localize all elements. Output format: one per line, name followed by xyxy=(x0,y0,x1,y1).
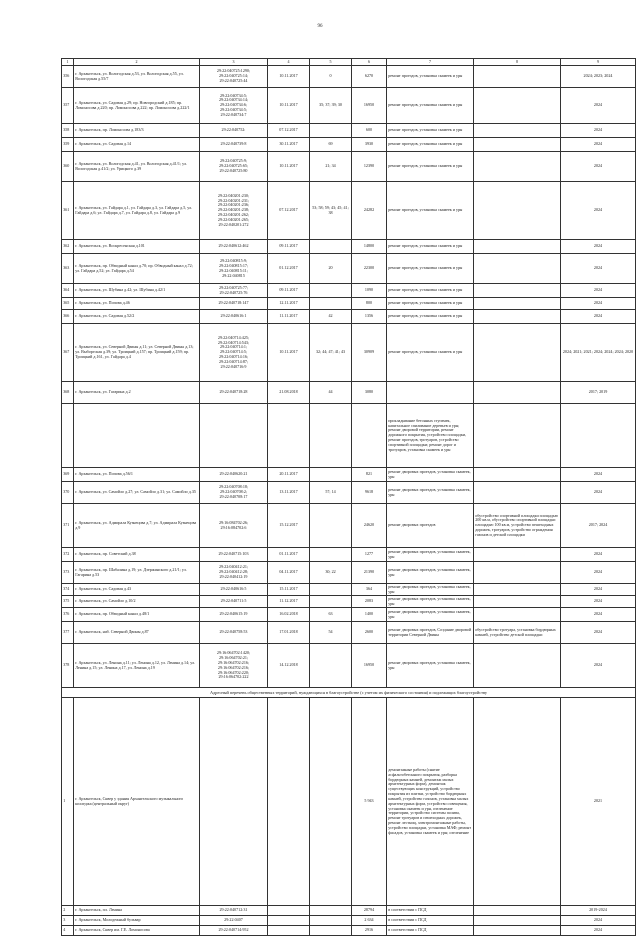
cell-year: 2024 xyxy=(561,622,636,644)
cell-address: г. Архангельск, ул. Гагарина д.2 xyxy=(74,382,200,404)
cell-works: ремонт проездов, установка скамеек и урн xyxy=(387,124,474,138)
cell-year: 2017; 2019 xyxy=(561,382,636,404)
table-row xyxy=(62,138,636,152)
cell-row-number: 372 xyxy=(62,548,74,562)
cell-year: 2024 xyxy=(561,138,636,152)
cell-row-number: 368 xyxy=(62,382,74,404)
cell-year: 2017; 2024 xyxy=(561,504,636,548)
table-row xyxy=(62,906,636,916)
cell-date: 13.11.2017 xyxy=(268,482,310,504)
cell-col5 xyxy=(310,926,352,936)
cell-area: 800 xyxy=(352,298,387,310)
cell-additional-works xyxy=(474,324,561,382)
cell-year: 2024 xyxy=(561,608,636,622)
table-row xyxy=(62,124,636,138)
cell-additional-works: обустройство тротуара, установка бордюрных камней, устройство детской площадки xyxy=(474,622,561,644)
cell-cadastral-number: 29:22:040615:19 xyxy=(200,608,268,622)
table-row xyxy=(62,382,636,404)
cell-col5 xyxy=(310,596,352,608)
cell-works: ремонт дворовых проездов, Создание дворовой территории Северной Двины xyxy=(387,622,474,644)
cell-row-number: 370 xyxy=(62,482,74,504)
cell-cadastral-number: 29:22:040714:952 xyxy=(200,926,268,936)
cell-additional-works xyxy=(474,584,561,596)
cell-date xyxy=(268,916,310,926)
cell-area: 5 943 xyxy=(352,698,387,906)
section-title: Адресный перечень общественных территорий, нуждающихся в благоустройстве (с учетом их физического состояния) и подлежащих благоустройству xyxy=(62,688,636,698)
cell-address: г. Архангельск, ул. Адмирала Кузнецова д.7; ул. Адмирала Кузнецова д.9 xyxy=(74,504,200,548)
cell-address: г. Архангельск, Сквер им. Г.Е. Ломоносова xyxy=(74,926,200,936)
cell-year: 2024 xyxy=(561,926,636,936)
cell-address: г. Архангельск, ул. Гайдара д.1, ул. Гайдара д.3, ул. Гайдара д.5, ул. Гайдара д.6; ул. Гайдара д.7, ул. Гайдара д.8, ул. Гайдара д.9 xyxy=(74,182,200,240)
cell-area: 600 xyxy=(352,124,387,138)
cell-col5: 44 xyxy=(310,382,352,404)
cell-additional-works xyxy=(474,644,561,688)
cell-year: 2024 xyxy=(561,152,636,182)
cell-year: 2024; 2021; 2021; 2024; 2024; 2024; 2020 xyxy=(561,324,636,382)
cell-address: г. Архангельск, Сквер у здания Архангельского музыкального колледжа (центральный округ) xyxy=(74,698,200,906)
cell-works: в соответствии с ПСД xyxy=(387,916,474,926)
cell-works: в соответствии с ПСД xyxy=(387,906,474,916)
cell-works: ремонт проездов, установка скамеек и урн xyxy=(387,152,474,182)
cell-year: 2024 xyxy=(561,468,636,482)
cell-additional-works xyxy=(474,404,561,468)
cell-additional-works xyxy=(474,906,561,916)
cell-cadastral-number: 29:22:040725:9; 29:22:040725:65; 29:22:040725:80 xyxy=(200,152,268,182)
cell-row-number: 357 xyxy=(62,88,74,124)
cell-date xyxy=(268,926,310,936)
table-row xyxy=(62,596,636,608)
cell-year: 2024 xyxy=(561,584,636,596)
cell-date: 10.11.2017 xyxy=(268,66,310,88)
cell-date: 11.12.2017 xyxy=(268,596,310,608)
cell-address: г. Архангельск, пл. Ленина xyxy=(74,906,200,916)
cell-date: 07.12.2017 xyxy=(268,182,310,240)
cell-address: г. Архангельск, ул. Воскресенская д.101 xyxy=(74,240,200,254)
cell-col5 xyxy=(310,698,352,906)
cell-col5: 57; 14 xyxy=(310,482,352,504)
cell-additional-works xyxy=(474,298,561,310)
cell-col5 xyxy=(310,124,352,138)
table-row xyxy=(62,644,636,688)
cell-works: ремонт проездов, установка скамеек и урн xyxy=(387,254,474,284)
column-header: 6 xyxy=(352,59,387,66)
cell-additional-works xyxy=(474,482,561,504)
cell-works: ремонт дворовых проездов, установка скамеек, урн xyxy=(387,468,474,482)
cell-date: 04.11.2017 xyxy=(268,562,310,584)
cell-additional-works xyxy=(474,310,561,324)
cell-row-number: 362 xyxy=(62,240,74,254)
cell-cadastral-number: 29:22:040201:230; 29:22:040201:231; 29:22:040201:236; 29:22:040201:238; 29:22:040201:262; 29:22:040201:265; 29:22:040201:272 xyxy=(200,182,268,240)
cell-address: г. Архангельск, Молодежный бульвар xyxy=(74,916,200,926)
cell-works: ремонт дворовых проездов, установка скамеек, урн xyxy=(387,584,474,596)
address-register-table xyxy=(61,58,636,936)
cell-col5: 21; 34 xyxy=(310,152,352,182)
cell-col5 xyxy=(310,468,352,482)
cell-additional-works xyxy=(474,66,561,88)
table-header-row xyxy=(62,59,636,66)
cell-year: 2024; 2023; 2024 xyxy=(561,66,636,88)
cell-date: 11.11.2017 xyxy=(268,310,310,324)
cell-row-number: 358 xyxy=(62,124,74,138)
cell-cadastral-number: 29:22:040412:21; 29:22:040412:28; 29:22:040412:19 xyxy=(200,562,268,584)
cell-address: г. Архангельск, ул. Самойло д.27; ул. Самойло д.31; ул. Самойло д.35 xyxy=(74,482,200,504)
cell-area: 30909 xyxy=(352,324,387,382)
cell-date: 09.11.2017 xyxy=(268,240,310,254)
cell-additional-works xyxy=(474,182,561,240)
cell-row-number: 375 xyxy=(62,596,74,608)
cell-address: г. Архангельск, ул. Садовая д.52/2 xyxy=(74,310,200,324)
cell-additional-works xyxy=(474,240,561,254)
cell-date: 15.11.2017 xyxy=(268,584,310,596)
cell-cadastral-number: 29:22:040708:18; 29:22:040708:2; 29:22:040708:17 xyxy=(200,482,268,504)
cell-additional-works xyxy=(474,596,561,608)
cell-address: г. Архангельск, пр. Ломоносова д.183/3 xyxy=(74,124,200,138)
cell-area: 3930 xyxy=(352,138,387,152)
cell-address: г. Архангельск, ул. Вологодская д.41, ул. Вологодская д.41/1; ул. Вологодская д.41/2; ул. Урицкого д.39 xyxy=(74,152,200,182)
cell-col5: 32; 44; 47; 41; 43 xyxy=(310,324,352,382)
cell-cadastral-number: 29:22:040718:147 xyxy=(200,298,268,310)
cell-cadastral-number: 29:22:040714:425; 29:22:040714:543; 29:22:040714:1; 29:22:040714:5; 29:22:040714:16; 29:22:040714:87; 29:22:040716:9 xyxy=(200,324,268,382)
cell-works: ремонт дворовых проездов, установка скамеек, урн xyxy=(387,548,474,562)
cell-cadastral-number: 29:22:040715:103 xyxy=(200,548,268,562)
cell-address: г. Архангельск, ул. Попова д.46 xyxy=(74,298,200,310)
cell-cadastral-number: 29:22:040725:1290; 29:22:040725:14; 29:22:040725:44 xyxy=(200,66,268,88)
cell-area: 9618 xyxy=(352,482,387,504)
cell-col5 xyxy=(310,644,352,688)
empty-cell xyxy=(200,404,268,468)
cell-col5: 54 xyxy=(310,622,352,644)
cell-date: 09.11.2017 xyxy=(268,284,310,298)
table-row xyxy=(62,152,636,182)
cell-additional-works xyxy=(474,124,561,138)
cell-year: 2024 xyxy=(561,596,636,608)
cell-works: ремонт проездов, установка скамеек и урн xyxy=(387,284,474,298)
cell-row-number: 356 xyxy=(62,66,74,88)
cell-address: г. Архангельск, ул. Шубина д.42; ул. Шубина д.42/1 xyxy=(74,284,200,298)
cell-date: 10.11.2017 xyxy=(268,152,310,182)
table-row xyxy=(62,562,636,584)
column-header: 7 xyxy=(387,59,474,66)
column-header: 3 xyxy=(200,59,268,66)
table-row xyxy=(62,254,636,284)
empty-cell xyxy=(268,404,310,468)
cell-col5: 30; 22 xyxy=(310,562,352,584)
cell-row-number: 378 xyxy=(62,644,74,688)
cell-additional-works xyxy=(474,698,561,906)
cell-row-number: 2 xyxy=(62,906,74,916)
cell-area: 2083 xyxy=(352,596,387,608)
table-row xyxy=(62,240,636,254)
cell-year: 2024 xyxy=(561,482,636,504)
column-header: 5 xyxy=(310,59,352,66)
cell-area: 16950 xyxy=(352,644,387,688)
cell-row-number: 371 xyxy=(62,504,74,548)
cell-col5 xyxy=(310,240,352,254)
cell-area: 6270 xyxy=(352,66,387,88)
cell-cadastral-number: 29:22:040718:28 xyxy=(200,382,268,404)
cell-col5: 53; 58; 59; 43; 45; 41; 38 xyxy=(310,182,352,240)
cell-address: г. Архангельск, ул. Садовая д.43 xyxy=(74,584,200,596)
table-row xyxy=(62,622,636,644)
cell-cadastral-number: 29:22:040612:462 xyxy=(200,240,268,254)
cell-date: 01.12.2017 xyxy=(268,254,310,284)
cell-row-number: 360 xyxy=(62,152,74,182)
table-row-continuation xyxy=(62,404,636,468)
cell-address: г. Архангельск, пр. Обводный канал д.70; пр. Обводный канал д.72; ул. Гайдара д.52; ул. Гайдара д.54 xyxy=(74,254,200,284)
cell-date: 30.11.2017 xyxy=(268,138,310,152)
cell-works: ремонт дворовых проездов, установка скамеек, урн xyxy=(387,562,474,584)
cell-row-number: 369 xyxy=(62,468,74,482)
cell-cadastral-number: 29:22:040712:31 xyxy=(200,906,268,916)
cell-additional-works xyxy=(474,284,561,298)
cell-additional-works xyxy=(474,916,561,926)
cell-address: г. Архангельск, ул. Северной Двины д.11; ул. Северной Двины д.13; ул. Выборгская д.39; ул. Троицкий д.157; пр. Троицкий д.159; пр. Троицкий д.161, ул. Гайдара д.4 xyxy=(74,324,200,382)
cell-date: 01.11.2017 xyxy=(268,548,310,562)
cell-area: 22300 xyxy=(352,254,387,284)
cell-works: ремонт дворовых проездов, установка скамеек, урн xyxy=(387,482,474,504)
cell-additional-works xyxy=(474,608,561,622)
table-row xyxy=(62,548,636,562)
cell-date: 20.11.2017 xyxy=(268,468,310,482)
cell-year xyxy=(561,404,636,468)
cell-area: 2916 xyxy=(352,926,387,936)
cell-year: 2024 xyxy=(561,298,636,310)
cell-row-number: 1 xyxy=(62,698,74,906)
cell-area: 1277 xyxy=(352,548,387,562)
cell-cadastral-number: 29:22:040616:5 xyxy=(200,584,268,596)
cell-row-number: 374 xyxy=(62,584,74,596)
cell-row-number: 359 xyxy=(62,138,74,152)
column-header: 1 xyxy=(62,59,74,66)
cell-area: 12390 xyxy=(352,152,387,182)
table-row xyxy=(62,468,636,482)
cell-works: ремонт проездов, установка скамеек и урн xyxy=(387,66,474,88)
cell-row-number: 365 xyxy=(62,298,74,310)
cell-area: 28794 xyxy=(352,906,387,916)
cell-additional-works xyxy=(474,152,561,182)
cell-area: 1400 xyxy=(352,608,387,622)
cell-cadastral-number: 29:22:040815:9; 29:22:040815:17; 29:22:040815:11; 29:22:040815 xyxy=(200,254,268,284)
cell-cadastral-number: 29:22:040616:1 xyxy=(200,310,268,324)
cell-area: 14800 xyxy=(352,240,387,254)
cell-address: г. Архангельск, пр. Шабалина д.19; ул. Дзержинского д.21/1; ул. Гагарина д.53 xyxy=(74,562,200,584)
cell-address: г. Архангельск, пр. Советский д.38 xyxy=(74,548,200,562)
cell-col5: 69 xyxy=(310,138,352,152)
cell-cadastral-number: 29:22:0407 xyxy=(200,916,268,926)
cell-year: 2024 xyxy=(561,254,636,284)
cell-date: 16.02.2018 xyxy=(268,608,310,622)
cell-year: 2024 xyxy=(561,644,636,688)
cell-address: г. Архангельск, наб. Северной Двины д.87 xyxy=(74,622,200,644)
cell-works xyxy=(387,382,474,404)
table-row xyxy=(62,66,636,88)
table-row xyxy=(62,298,636,310)
cell-date: 17.01.2018 xyxy=(268,622,310,644)
cell-col5: 42 xyxy=(310,310,352,324)
cell-additional-works xyxy=(474,468,561,482)
cell-area: 24620 xyxy=(352,504,387,548)
cell-additional-works xyxy=(474,138,561,152)
cell-cadastral-number: 29:16:084702:26; 29:16:084702:6 xyxy=(200,504,268,548)
cell-col5 xyxy=(310,906,352,916)
cell-cadastral-number: 29:16:064702:1420; 29:16:064702:21; 29:16:064702:216; 29:16:064702:216; 29:16:064702:220; 29:16:064702:222 xyxy=(200,644,268,688)
cell-cadastral-number: 29:22:040725:77; 29:22:040725:76 xyxy=(200,284,268,298)
cell-cadastral-number: 29:22:040711:5 xyxy=(200,596,268,608)
cell-row-number: 363 xyxy=(62,254,74,284)
cell-address: г. Архангельск, ул. Садовая д.29; пр. Новгородский д.185; пр. Ломоносова д.220; пр. Ломоносова д.222; пр. Ломоносова д.222/1 xyxy=(74,88,200,124)
cell-year: 2024 xyxy=(561,562,636,584)
cell-works: ремонт проездов, установка скамеек и урн xyxy=(387,182,474,240)
cell-address: г. Архангельск, ул. Попова д.56/1 xyxy=(74,468,200,482)
cell-row-number: 364 xyxy=(62,284,74,298)
cell-col5: 35; 37; 39; 30 xyxy=(310,88,352,124)
cell-additional-works xyxy=(474,254,561,284)
cell-works: ремонт проездов, установка скамеек и урн xyxy=(387,240,474,254)
cell-address: г. Архангельск, ул. Садовая д.14 xyxy=(74,138,200,152)
table-row xyxy=(62,926,636,936)
cell-year: 2024 xyxy=(561,310,636,324)
cell-additional-works xyxy=(474,88,561,124)
cell-area: 21390 xyxy=(352,562,387,584)
cell-works: ремонт дворовых проездов, установка скамеек, урн xyxy=(387,596,474,608)
cell-col5 xyxy=(310,504,352,548)
cell-year: 2019-2024 xyxy=(561,906,636,916)
cell-year: 2024 xyxy=(561,284,636,298)
cell-year: 2024 xyxy=(561,88,636,124)
cell-col5 xyxy=(310,548,352,562)
cell-date: 10.11.2017 xyxy=(268,88,310,124)
table-row xyxy=(62,182,636,240)
cell-date: 21.08.2018 xyxy=(268,382,310,404)
cell-row-number: 376 xyxy=(62,608,74,622)
cell-year: 2024 xyxy=(561,182,636,240)
table-row xyxy=(62,284,636,298)
cell-year: 2024 xyxy=(561,548,636,562)
table-row xyxy=(62,916,636,926)
cell-address: г. Архангельск, ул. Вологодская д.53, ул. Вологодская д.55, ул. Вологодская д.55/7 xyxy=(74,66,200,88)
cell-works: в соответствии с ПСД xyxy=(387,926,474,936)
cell-area: 364 xyxy=(352,584,387,596)
cell-cadastral-number: 29:22:040752: xyxy=(200,124,268,138)
cell-row-number: 373 xyxy=(62,562,74,584)
cell-additional-works xyxy=(474,926,561,936)
cell-row-number: 3 xyxy=(62,916,74,926)
column-header: 8 xyxy=(474,59,561,66)
column-header: 2 xyxy=(74,59,200,66)
table-row xyxy=(62,482,636,504)
cell-date: 14.12.2018 xyxy=(268,644,310,688)
cell-cadastral-number: 29:22:040758:53 xyxy=(200,622,268,644)
page-number: 96 xyxy=(317,24,323,29)
cell-area: 821 xyxy=(352,468,387,482)
cell-works: ремонт дворовых проездов, установка скамеек, урн xyxy=(387,644,474,688)
cell-cadastral-number: 29:22:040734:5; 29:22:040734:14; 29:22:040734:6; 29:22:040734:5; 29:22:040734:7 xyxy=(200,88,268,124)
cell-works: ремонт проездов, установка скамеек и урн xyxy=(387,298,474,310)
cell-address: г. Архангельск, ул. Ленина д.11; ул. Ленина д.12, ул. Ленина д.14; ул. Ленина д.15; ул. Ленина д.17, ул. Ленина д.19 xyxy=(74,644,200,688)
table-row xyxy=(62,324,636,382)
cell-date: 15.12.2017 xyxy=(268,504,310,548)
cell-area: 2600 xyxy=(352,622,387,644)
cell-area: 3080 xyxy=(352,382,387,404)
table-row xyxy=(62,608,636,622)
cell-col5: 20 xyxy=(310,254,352,284)
section-title-row xyxy=(62,688,636,698)
cell-year: 2024 xyxy=(561,124,636,138)
cell-area: 24282 xyxy=(352,182,387,240)
cell-date: 07.12.2017 xyxy=(268,124,310,138)
cell-area: 2 634 xyxy=(352,916,387,926)
table-row xyxy=(62,584,636,596)
cell-address: г. Архангельск, ул. Самойло д.10/2 xyxy=(74,596,200,608)
table-row xyxy=(62,310,636,324)
cell-works: прокладывание бетонных ступенек, капитальное спиливание деревьев и урн; ремонт дворовой территории, ремонт дорожного покрытия, устройство площадки, ремонт проездов, тротуаров, устройство спортивной площадки; ремонт дорог и тротуаров, установка скамеек и урн xyxy=(387,404,474,468)
empty-cell xyxy=(74,404,200,468)
cell-works: ремонт дворовых проездов, установка скамеек, урн xyxy=(387,608,474,622)
cell-cadastral-number xyxy=(200,698,268,906)
cell-row-number: 361 xyxy=(62,182,74,240)
cell-area: 1090 xyxy=(352,284,387,298)
cell-area: 16950 xyxy=(352,88,387,124)
cell-works: ремонт проездов, установка скамеек и урн xyxy=(387,138,474,152)
table-row xyxy=(62,698,636,906)
cell-year: 2024 xyxy=(561,240,636,254)
cell-col5: 0 xyxy=(310,66,352,88)
cell-works: ремонт дворовых проездов xyxy=(387,504,474,548)
cell-col5: 63 xyxy=(310,608,352,622)
cell-date: 12.11.2017 xyxy=(268,298,310,310)
table-row xyxy=(62,504,636,548)
cell-col5 xyxy=(310,298,352,310)
empty-cell xyxy=(62,404,74,468)
empty-cell xyxy=(352,404,387,468)
cell-additional-works: обустройство спортивной площадки площадью 200 кв.м, обустройство спортивной площадки площадью 100 кв.м, устройство пешеходных дорожек, тротуаров, устройство ограждения газонов и детской площадки xyxy=(474,504,561,548)
cell-col5 xyxy=(310,284,352,298)
cell-row-number: 366 xyxy=(62,310,74,324)
cell-works: демонтажные работы (снятие асфальтобетонного покрытия, разборка бордюрных камней, демонтаж малых архитектурных форм), демонтаж существующих конструкций, устройство покрытия из плитки, устройство бордюрных камней, устройство газонов, установка малых архитектурных форм, устройство освещения, установка скамеек и урн, озеленение территории, устройство системы полива, ремонт тротуаров и пешеходных дорожек, ремонт лестниц, электромонтажные работы, устройство площадки, установка МАФ; ремонт фасадов, установка скамеек и урн; озеленение xyxy=(387,698,474,906)
cell-col5 xyxy=(310,584,352,596)
cell-date xyxy=(268,906,310,916)
cell-date xyxy=(268,698,310,906)
table-row xyxy=(62,88,636,124)
cell-additional-works xyxy=(474,562,561,584)
cell-works: ремонт проездов, установка скамеек и урн xyxy=(387,310,474,324)
cell-cadastral-number: 29:22:040620:21 xyxy=(200,468,268,482)
cell-row-number: 4 xyxy=(62,926,74,936)
cell-area: 1356 xyxy=(352,310,387,324)
column-header: 9 xyxy=(561,59,636,66)
cell-year: 2024 xyxy=(561,916,636,926)
cell-col5 xyxy=(310,916,352,926)
cell-works: ремонт проездов, установка скамеек и урн xyxy=(387,88,474,124)
cell-works: ремонт проездов, установка скамеек и урн xyxy=(387,324,474,382)
empty-cell xyxy=(310,404,352,468)
column-header: 4 xyxy=(268,59,310,66)
cell-additional-works xyxy=(474,548,561,562)
cell-additional-works xyxy=(474,382,561,404)
cell-row-number: 377 xyxy=(62,622,74,644)
cell-date: 10.11.2017 xyxy=(268,324,310,382)
cell-address: г. Архангельск, пр. Обводный канал д.48/1 xyxy=(74,608,200,622)
cell-year: 2021 xyxy=(561,698,636,906)
cell-row-number: 367 xyxy=(62,324,74,382)
cell-cadastral-number: 29:22:040739:8 xyxy=(200,138,268,152)
